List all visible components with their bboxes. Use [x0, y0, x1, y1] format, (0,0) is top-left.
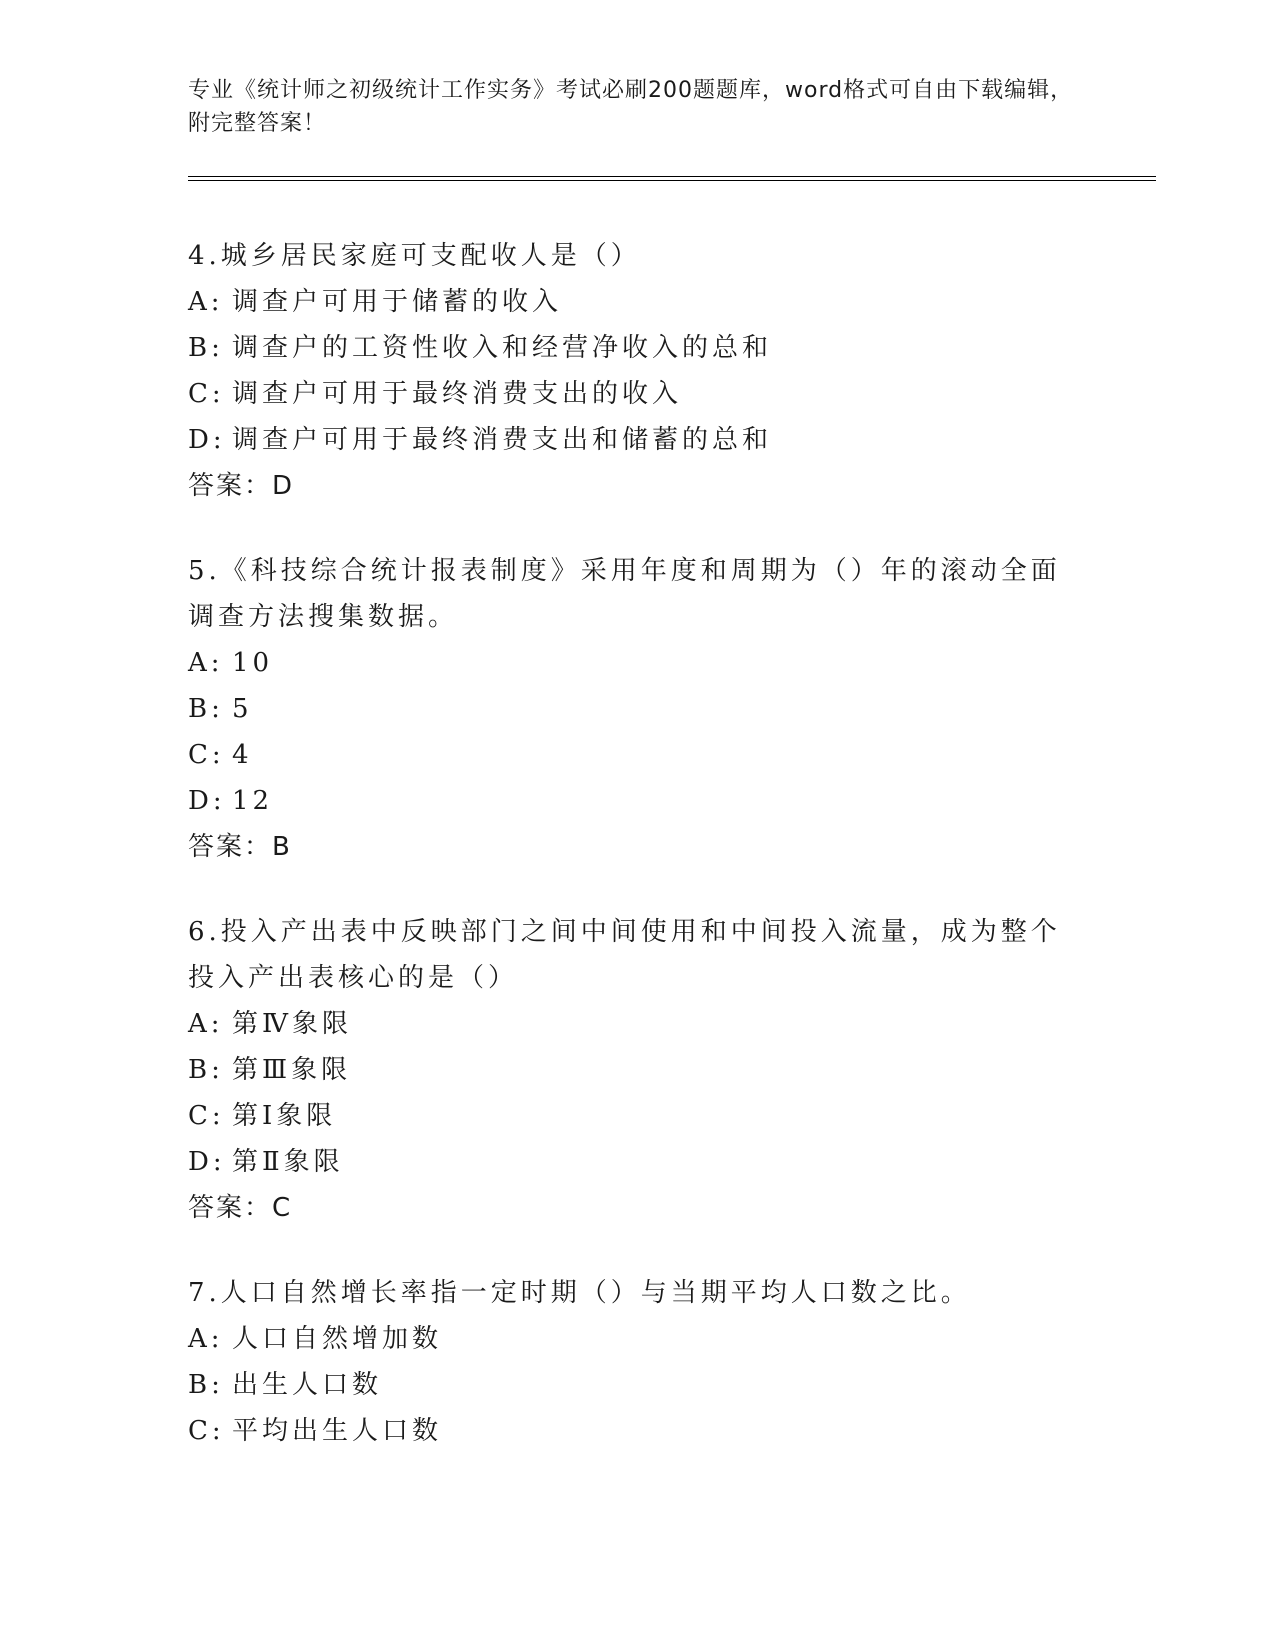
- option-text: 4: [232, 740, 253, 770]
- option-letter: B:: [188, 333, 224, 363]
- option-text: 调查户可用于最终消费支出和储蓄的总和: [232, 425, 773, 455]
- option-d: [188, 1139, 1088, 1185]
- option-b: [188, 325, 1088, 371]
- question-list: [188, 233, 1088, 1493]
- option-a: [188, 640, 1088, 686]
- option-letter: D:: [188, 425, 226, 455]
- option-letter: A:: [188, 1324, 224, 1354]
- question-stem: 6.投入产出表中反映部门之间中间使用和中间投入流量，成为整个投入产出表核心的是（）: [188, 917, 1061, 993]
- option-text: 第Ⅰ象限: [232, 1101, 337, 1131]
- option-text: 第Ⅱ象限: [232, 1147, 344, 1177]
- header-divider: [188, 176, 1156, 181]
- option-d: [188, 417, 1088, 463]
- option-c: [188, 371, 1088, 417]
- question-stem: 5.《科技综合统计报表制度》采用年度和周期为（）年的滚动全面调查方法搜集数据。: [188, 556, 1061, 632]
- option-letter: C:: [188, 1101, 225, 1131]
- option-letter: A:: [188, 1009, 224, 1039]
- header-title: 专业《统计师之初级统计工作实务》考试必刷200题题库，word格式可自由下载编辑，附完整答案！: [188, 78, 1074, 136]
- option-letter: B:: [188, 1055, 224, 1085]
- option-letter: C:: [188, 379, 225, 409]
- option-text: 第Ⅳ象限: [232, 1009, 352, 1039]
- option-text: 5: [232, 694, 253, 724]
- option-d: [188, 778, 1088, 824]
- option-text: 调查户的工资性收入和经营净收入的总和: [232, 333, 773, 363]
- option-text: 第Ⅲ象限: [232, 1055, 352, 1085]
- option-text: 人口自然增加数: [232, 1324, 443, 1354]
- option-letter: A:: [188, 648, 224, 678]
- option-letter: C:: [188, 740, 225, 770]
- option-letter: A:: [188, 287, 224, 317]
- option-letter: D:: [188, 1147, 226, 1177]
- option-b: [188, 1047, 1088, 1093]
- question-7: [188, 1270, 1088, 1454]
- option-text: 平均出生人口数: [232, 1416, 443, 1446]
- question-6: [188, 909, 1088, 1231]
- answer-label: 答案：C: [188, 1193, 293, 1223]
- answer-label: 答案：D: [188, 471, 295, 501]
- option-letter: D:: [188, 786, 226, 816]
- option-text: 10: [232, 648, 274, 678]
- option-text: 调查户可用于最终消费支出的收入: [232, 379, 683, 409]
- option-a: [188, 279, 1088, 325]
- option-text: 调查户可用于储蓄的收入: [232, 287, 563, 317]
- option-c: [188, 732, 1088, 778]
- option-b: [188, 1362, 1088, 1408]
- option-text: 出生人口数: [232, 1370, 383, 1400]
- option-letter: C:: [188, 1416, 225, 1446]
- option-b: [188, 686, 1088, 732]
- question-stem: 7.人口自然增长率指一定时期（）与当期平均人口数之比。: [188, 1278, 971, 1308]
- option-letter: B:: [188, 1370, 224, 1400]
- option-a: [188, 1001, 1088, 1047]
- question-stem: 4.城乡居民家庭可支配收人是（）: [188, 241, 641, 271]
- option-c: [188, 1408, 1088, 1454]
- question-4: [188, 233, 1088, 509]
- option-letter: B:: [188, 694, 224, 724]
- option-a: [188, 1316, 1088, 1362]
- question-5: [188, 548, 1088, 870]
- document-header: [188, 74, 1088, 140]
- option-c: [188, 1093, 1088, 1139]
- option-text: 12: [232, 786, 274, 816]
- answer-label: 答案：B: [188, 832, 292, 862]
